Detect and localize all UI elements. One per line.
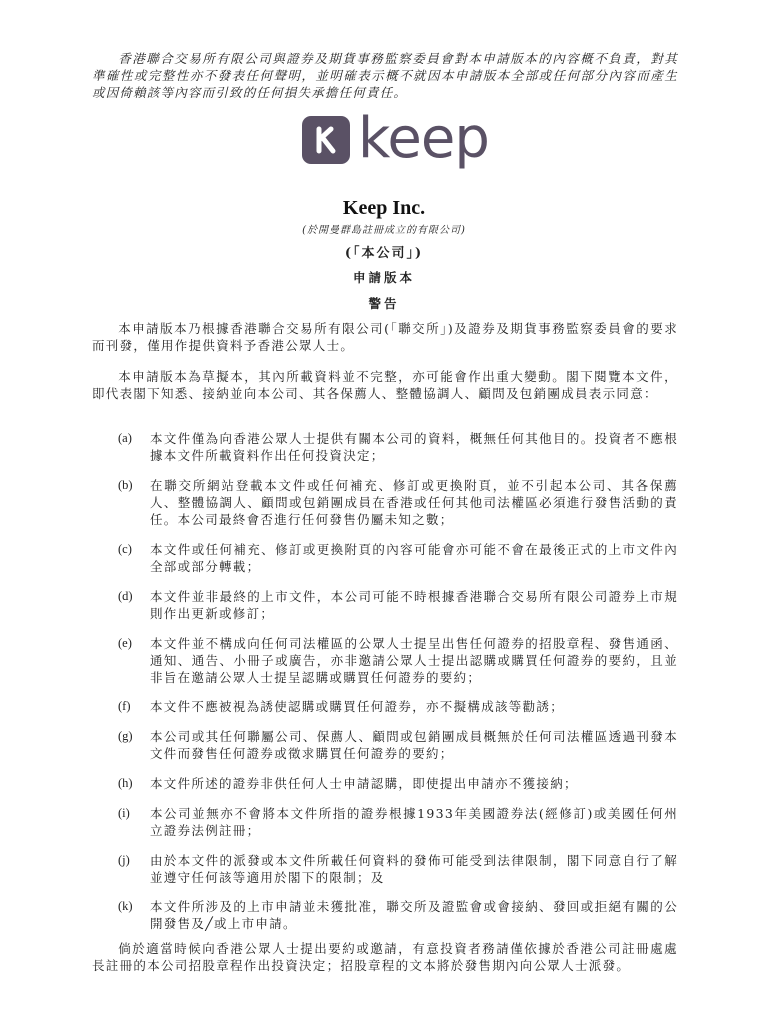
item-text: 本文件所涉及的上市申請並未獲批准，聯交所及證監會或會接納、發回或拒絕有關的公開發售及╱或上市申請。 bbox=[150, 899, 678, 931]
document-title: 申請版本 bbox=[352, 270, 415, 285]
intro-paragraph: 本申請版本乃根據香港聯合交易所有限公司(「聯交所」)及證券及期貨事務監察委員會的要求而刊發，僅用作提供資料予香港公眾人士。 bbox=[92, 321, 678, 353]
item-text: 本文件並非最終的上市文件，本公司可能不時根據香港聯合交易所有限公司證券上市規則作出更新或修訂； bbox=[150, 589, 678, 621]
closing-paragraph: 倘於適當時候向香港公眾人士提出要約或邀請，有意投資者務請僅依據於香港公司註冊處處長註冊的本公司招股章程作出投資決定；招股章程的文本將於發售期內向公眾人士派發。 bbox=[92, 941, 678, 973]
keep-logo bbox=[302, 106, 489, 171]
item-label: (g) bbox=[118, 729, 133, 743]
logo-wordmark: keep bbox=[358, 106, 489, 171]
company-short-name: (「本公司」) bbox=[344, 246, 424, 261]
item-label: (b) bbox=[118, 478, 133, 492]
item-label: (i) bbox=[118, 806, 130, 820]
item-label: (e) bbox=[118, 636, 132, 650]
item-text: 本文件僅為向香港公眾人士提供有關本公司的資料，概無任何其他目的。投資者不應根據本文件所載資料作出任何投資決定； bbox=[150, 431, 678, 463]
item-label: (h) bbox=[118, 776, 133, 790]
company-name: Keep Inc. bbox=[342, 197, 426, 219]
item-label: (c) bbox=[118, 542, 132, 556]
item-text: 本公司或其任何聯屬公司、保薦人、顧問或包銷團成員概無於任何司法權區透過刊發本文件而發售任何證券或徵求購買任何證券的要約； bbox=[150, 729, 678, 761]
warning-heading: 警告 bbox=[368, 296, 400, 311]
item-label: (j) bbox=[118, 853, 130, 867]
item-text: 本文件所述的證券非供任何人士申請認購，即使提出申請亦不獲接納； bbox=[150, 776, 578, 791]
item-text: 本文件不應被視為誘使認購或購買任何證券，亦不擬構成該等勸誘； bbox=[150, 699, 565, 714]
item-text: 本文件或任何補充、修訂或更換附頁的內容可能會亦可能不會在最後正式的上市文件內全部或部分轉載； bbox=[150, 542, 678, 574]
draft-paragraph: 本申請版本為草擬本，其內所載資料並不完整，亦可能會作出重大變動。閣下閱覽本文件，即代表閣下知悉、接納並向本公司、其各保薦人、整體協調人、顧問及包銷團成員表示同意： bbox=[92, 369, 678, 401]
item-label: (f) bbox=[118, 699, 131, 713]
item-label: (a) bbox=[118, 431, 132, 445]
k-logo-icon bbox=[302, 116, 350, 164]
disclaimer-text: 香港聯合交易所有限公司與證券及期貨事務監察委員會對本申請版本的內容概不負責，對其準確性或完整性亦不發表任何聲明，並明確表示概不就因本申請版本全部或任何部分內容而產生或因倚賴該等內容而引致的任何損失承擔任何責任。 bbox=[92, 51, 678, 100]
incorporation-note: (於開曼群島註冊成立的有限公司) bbox=[302, 225, 466, 236]
item-text: 本文件並不構成向任何司法權區的公眾人士提呈出售任何證券的招股章程、發售通函、通知、通告、小冊子或廣告，亦非邀請公眾人士提出認購或購買任何證券的要約，且並非旨在邀請公眾人士提呈認購或購買任何證券的要約； bbox=[150, 636, 678, 685]
item-label: (d) bbox=[118, 589, 133, 603]
item-label: (k) bbox=[118, 899, 133, 913]
item-text: 在聯交所網站登載本文件或任何補充、修訂或更換附頁，並不引起本公司、其各保薦人、整體協調人、顧問或包銷團成員在香港或任何其他司法權區必須進行發售活動的責任。本公司最終會否進行任何發售仍屬未知之數； bbox=[150, 478, 678, 527]
item-text: 本公司並無亦不會將本文件所指的證券根據1933年美國證券法(經修訂)或美國任何州立證券法例註冊； bbox=[150, 806, 678, 838]
item-text: 由於本文件的派發或本文件所載任何資料的發佈可能受到法律限制，閣下同意自行了解並遵守任何該等適用於閣下的限制；及 bbox=[150, 853, 678, 885]
